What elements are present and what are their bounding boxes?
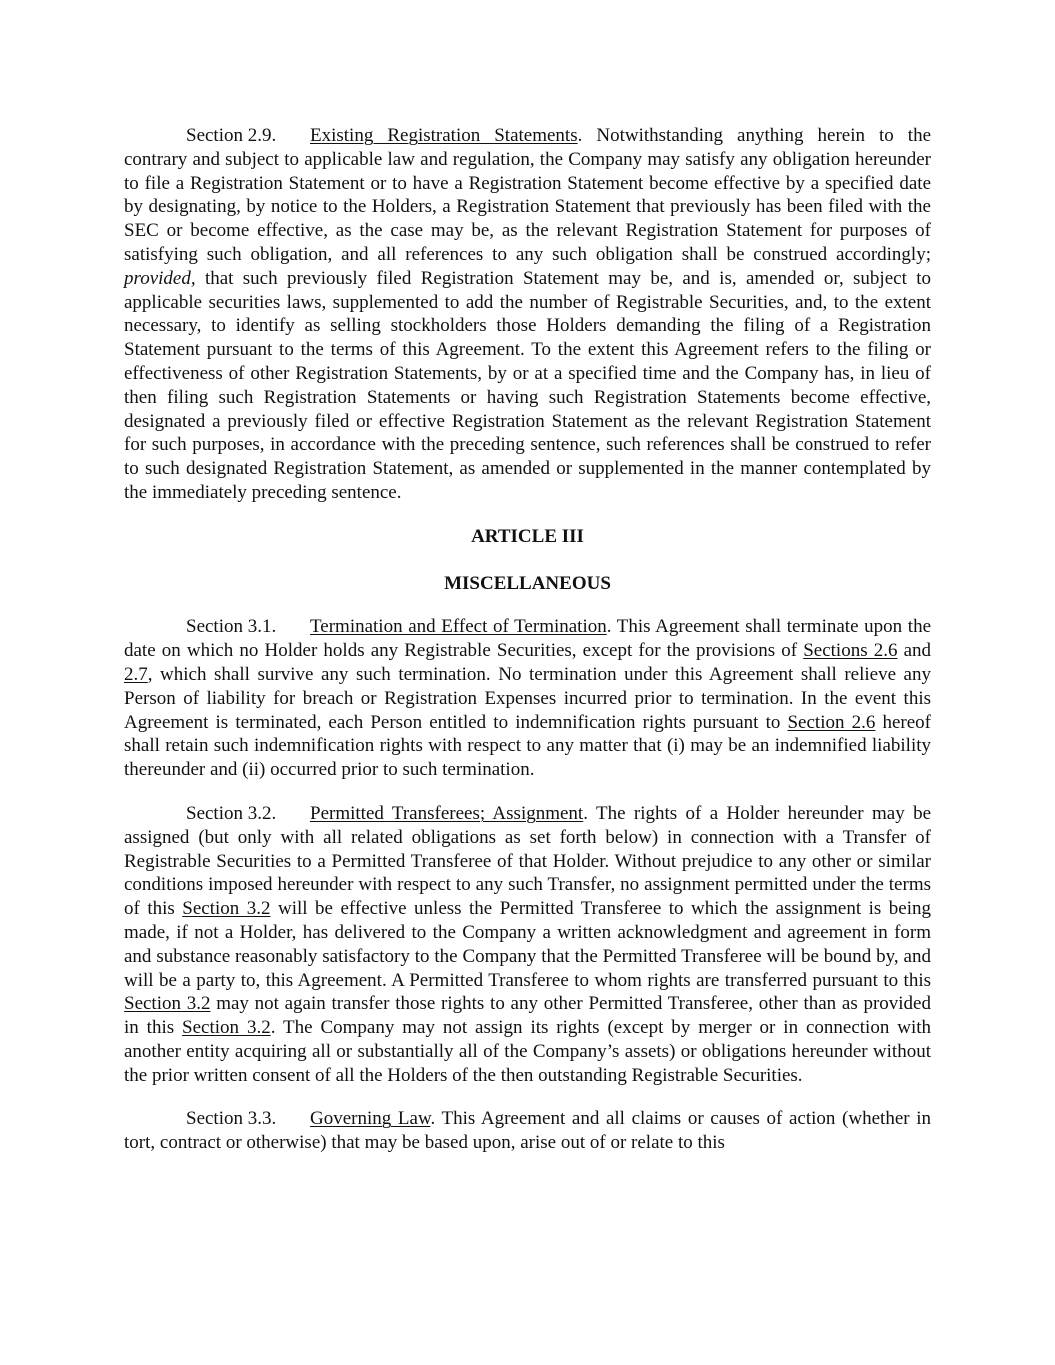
section-title: Governing Law — [310, 1108, 431, 1130]
section-number: Section 2.9. — [186, 125, 277, 146]
body-text: . The rights of a Holder hereunder may be assigned (but only with all related obligations as set forth below) in connection with a Transfer of Registrable Securities to a Permitted Transferee of that Holder. Without prejudice to any other or similar conditions imposed hereunder with respect to any such Transfer, no assignment permitted under the terms of this — [124, 802, 931, 920]
body-text: may not again transfer those rights to any other Permitted Transferee, other than as provided in this — [124, 993, 931, 1039]
section-reference: Section 3.2 — [182, 898, 271, 920]
article-title: MISCELLANEOUS — [444, 572, 611, 594]
body-text: . This Agreement and all claims or causes of action (whether in tort, contract or otherwise) that may be based upon, arise out of or relate to this — [124, 1108, 931, 1154]
section-3-1-paragraph — [124, 615, 931, 782]
section-reference: Section 3.2 — [182, 1017, 271, 1039]
section-title: Existing Registration Statements — [310, 125, 578, 146]
section-reference: Sections 2.6 — [803, 640, 898, 662]
body-text: . This Agreement shall terminate upon the date on which no Holder holds any Registrable Securities, except for the provisions of — [124, 616, 932, 662]
section-2-9-paragraph — [124, 124, 931, 505]
section-title: Permitted Transferees; Assignment — [310, 802, 584, 824]
body-text: . The Company may not assign its rights (except by merger or in connection with another entity acquiring all or substantially all of the Company’s assets) or obligations hereunder without the prior written consent of all the Holders of the then outstanding Registrable Securities. — [124, 1017, 932, 1086]
section-number: Section 3.3. — [186, 1108, 277, 1130]
italic-term: provided, — [124, 267, 196, 289]
body-text: that such previously filed Registration Statement may be, and is, amended or, subject to applicable securities laws, supplemented to add the number of Registrable Securities, and, to the extent necessary, to identify as selling stockholders those Holders demanding the filing of a Registration Statement pursuant to the terms of this Agreement. To the extent this Agreement refers to the filing or effectiveness of other Registration Statements, by or at a specified time and the Company has, in lieu of then filing such Registration Statements or having such Registration Statements become effective, designated a previously filed or effective Registration Statement as the relevant Registration Statement for such purposes, in accordance with the preceding sentence, such references shall be construed to refer to such designated Registration Statement, as amended or supplemented in the manner contemplated by the immediately preceding sentence. — [124, 267, 931, 503]
document-page — [124, 124, 931, 1155]
body-text: hereof shall retain such indemnification rights with respect to any matter that (i) may be an indemnified liability thereunder and (ii) occurred prior to such termination. — [124, 711, 932, 781]
body-text: , which shall survive any such termination. No termination under this Agreement shall relieve any Person of liability for breach or Registration Expenses incurred prior to termination. In the event this Agreement is terminated, each Person entitled to indemnification rights pursuant to — [124, 663, 931, 733]
section-reference: Section 2.6 — [787, 711, 876, 733]
section-reference: 2.7 — [124, 663, 148, 685]
section-title: Termination and Effect of Termination — [310, 616, 607, 638]
section-3-2-paragraph — [124, 802, 931, 1088]
body-text: will be effective unless the Permitted Transferee to which the assignment is being made, if not a Holder, has delivered to the Company a written acknowledgment and agreement in form and substance reasonably satisfactory to the Company that the Permitted Transferee will be bound by, and will be a party to, this Agreement. A Permitted Transferee to whom rights are transferred pursuant to this — [124, 898, 932, 991]
section-number: Section 3.2. — [186, 802, 277, 824]
body-text: . Notwithstanding anything herein to the contrary and subject to applicable law and regulation, the Company may satisfy any obligation hereunder to file a Registration Statement or to have a Registration Statement become effective by a specified date by designating, by notice to the Holders, a Registration Statement that previously has been filed with the SEC or become effective, as the case may be, as the relevant Registration Statement for purposes of satisfying such obligation, and all references to any such obligation shall be construed accordingly; — [124, 125, 931, 265]
section-number: Section 3.1. — [186, 616, 277, 638]
article-number: ARTICLE III — [471, 525, 584, 547]
section-3-3-paragraph — [124, 1107, 931, 1155]
body-text: and — [897, 640, 932, 662]
section-reference: Section 3.2 — [124, 993, 211, 1015]
